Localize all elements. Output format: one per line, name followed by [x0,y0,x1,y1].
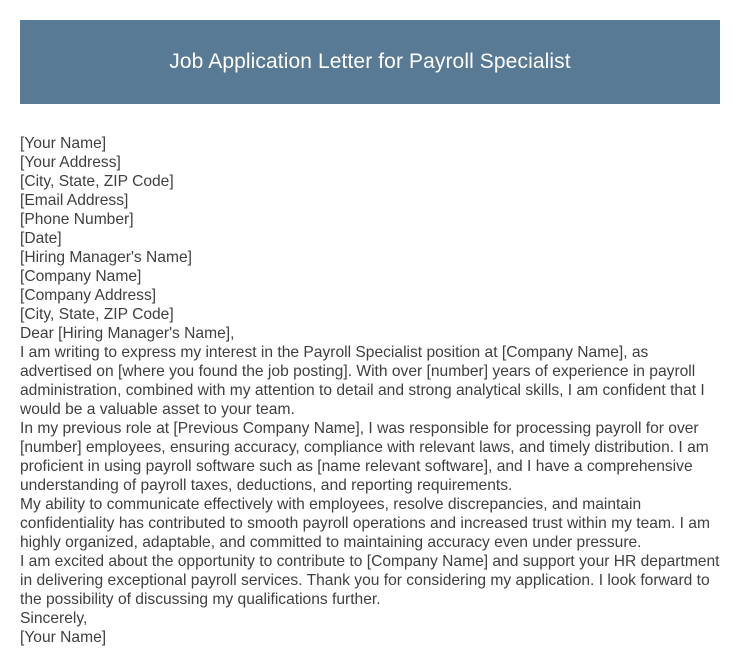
page-title: Job Application Letter for Payroll Specialist [169,50,571,73]
signature-name: [Your Name] [20,629,107,646]
recipient-address: [Company Address] [20,287,157,304]
letter-body [20,134,720,647]
title-banner [20,20,720,104]
letter-date: [Date] [20,230,62,247]
body-paragraph-4: I am excited about the opportunity to contribute to [Company Name] and support your HR department in delivering exceptional payroll services. Thank you for considering my application. I look forward to the possibility of discussing my qualifications further. [20,553,720,608]
recipient-name: [Hiring Manager's Name] [20,249,192,266]
body-paragraph-2: In my previous role at [Previous Company Name], I was responsible for processing payroll for over [number] employees, ensuring accuracy, compliance with relevant laws, and timely distribution. I am proficient in using payroll software such as [name relevant software], and I have a comprehensive understanding of payroll taxes, deductions, and reporting requirements. [20,420,709,494]
recipient-city: [City, State, ZIP Code] [20,306,174,323]
sender-name: [Your Name] [20,135,107,152]
body-paragraph-3: My ability to communicate effectively with employees, resolve discrepancies, and maintain confidentiality has contributed to smooth payroll operations and increased trust within my team. I am highly organized, adaptable, and committed to maintaining accuracy even under pressure. [20,496,710,551]
sender-phone: [Phone Number] [20,211,134,228]
sender-email: [Email Address] [20,192,129,209]
sender-address: [Your Address] [20,154,121,171]
sender-city: [City, State, ZIP Code] [20,173,174,190]
body-paragraph-1: I am writing to express my interest in the Payroll Specialist position at [Company Name], as advertised on [where you found the job posting]. With over [number] years of experience in payroll administration, combined with my attention to detail and strong analytical skills, I am confident that I would be a valuable asset to your team. [20,344,705,418]
closing: Sincerely, [20,610,88,627]
recipient-company: [Company Name] [20,268,142,285]
salutation: Dear [Hiring Manager's Name], [20,325,235,342]
